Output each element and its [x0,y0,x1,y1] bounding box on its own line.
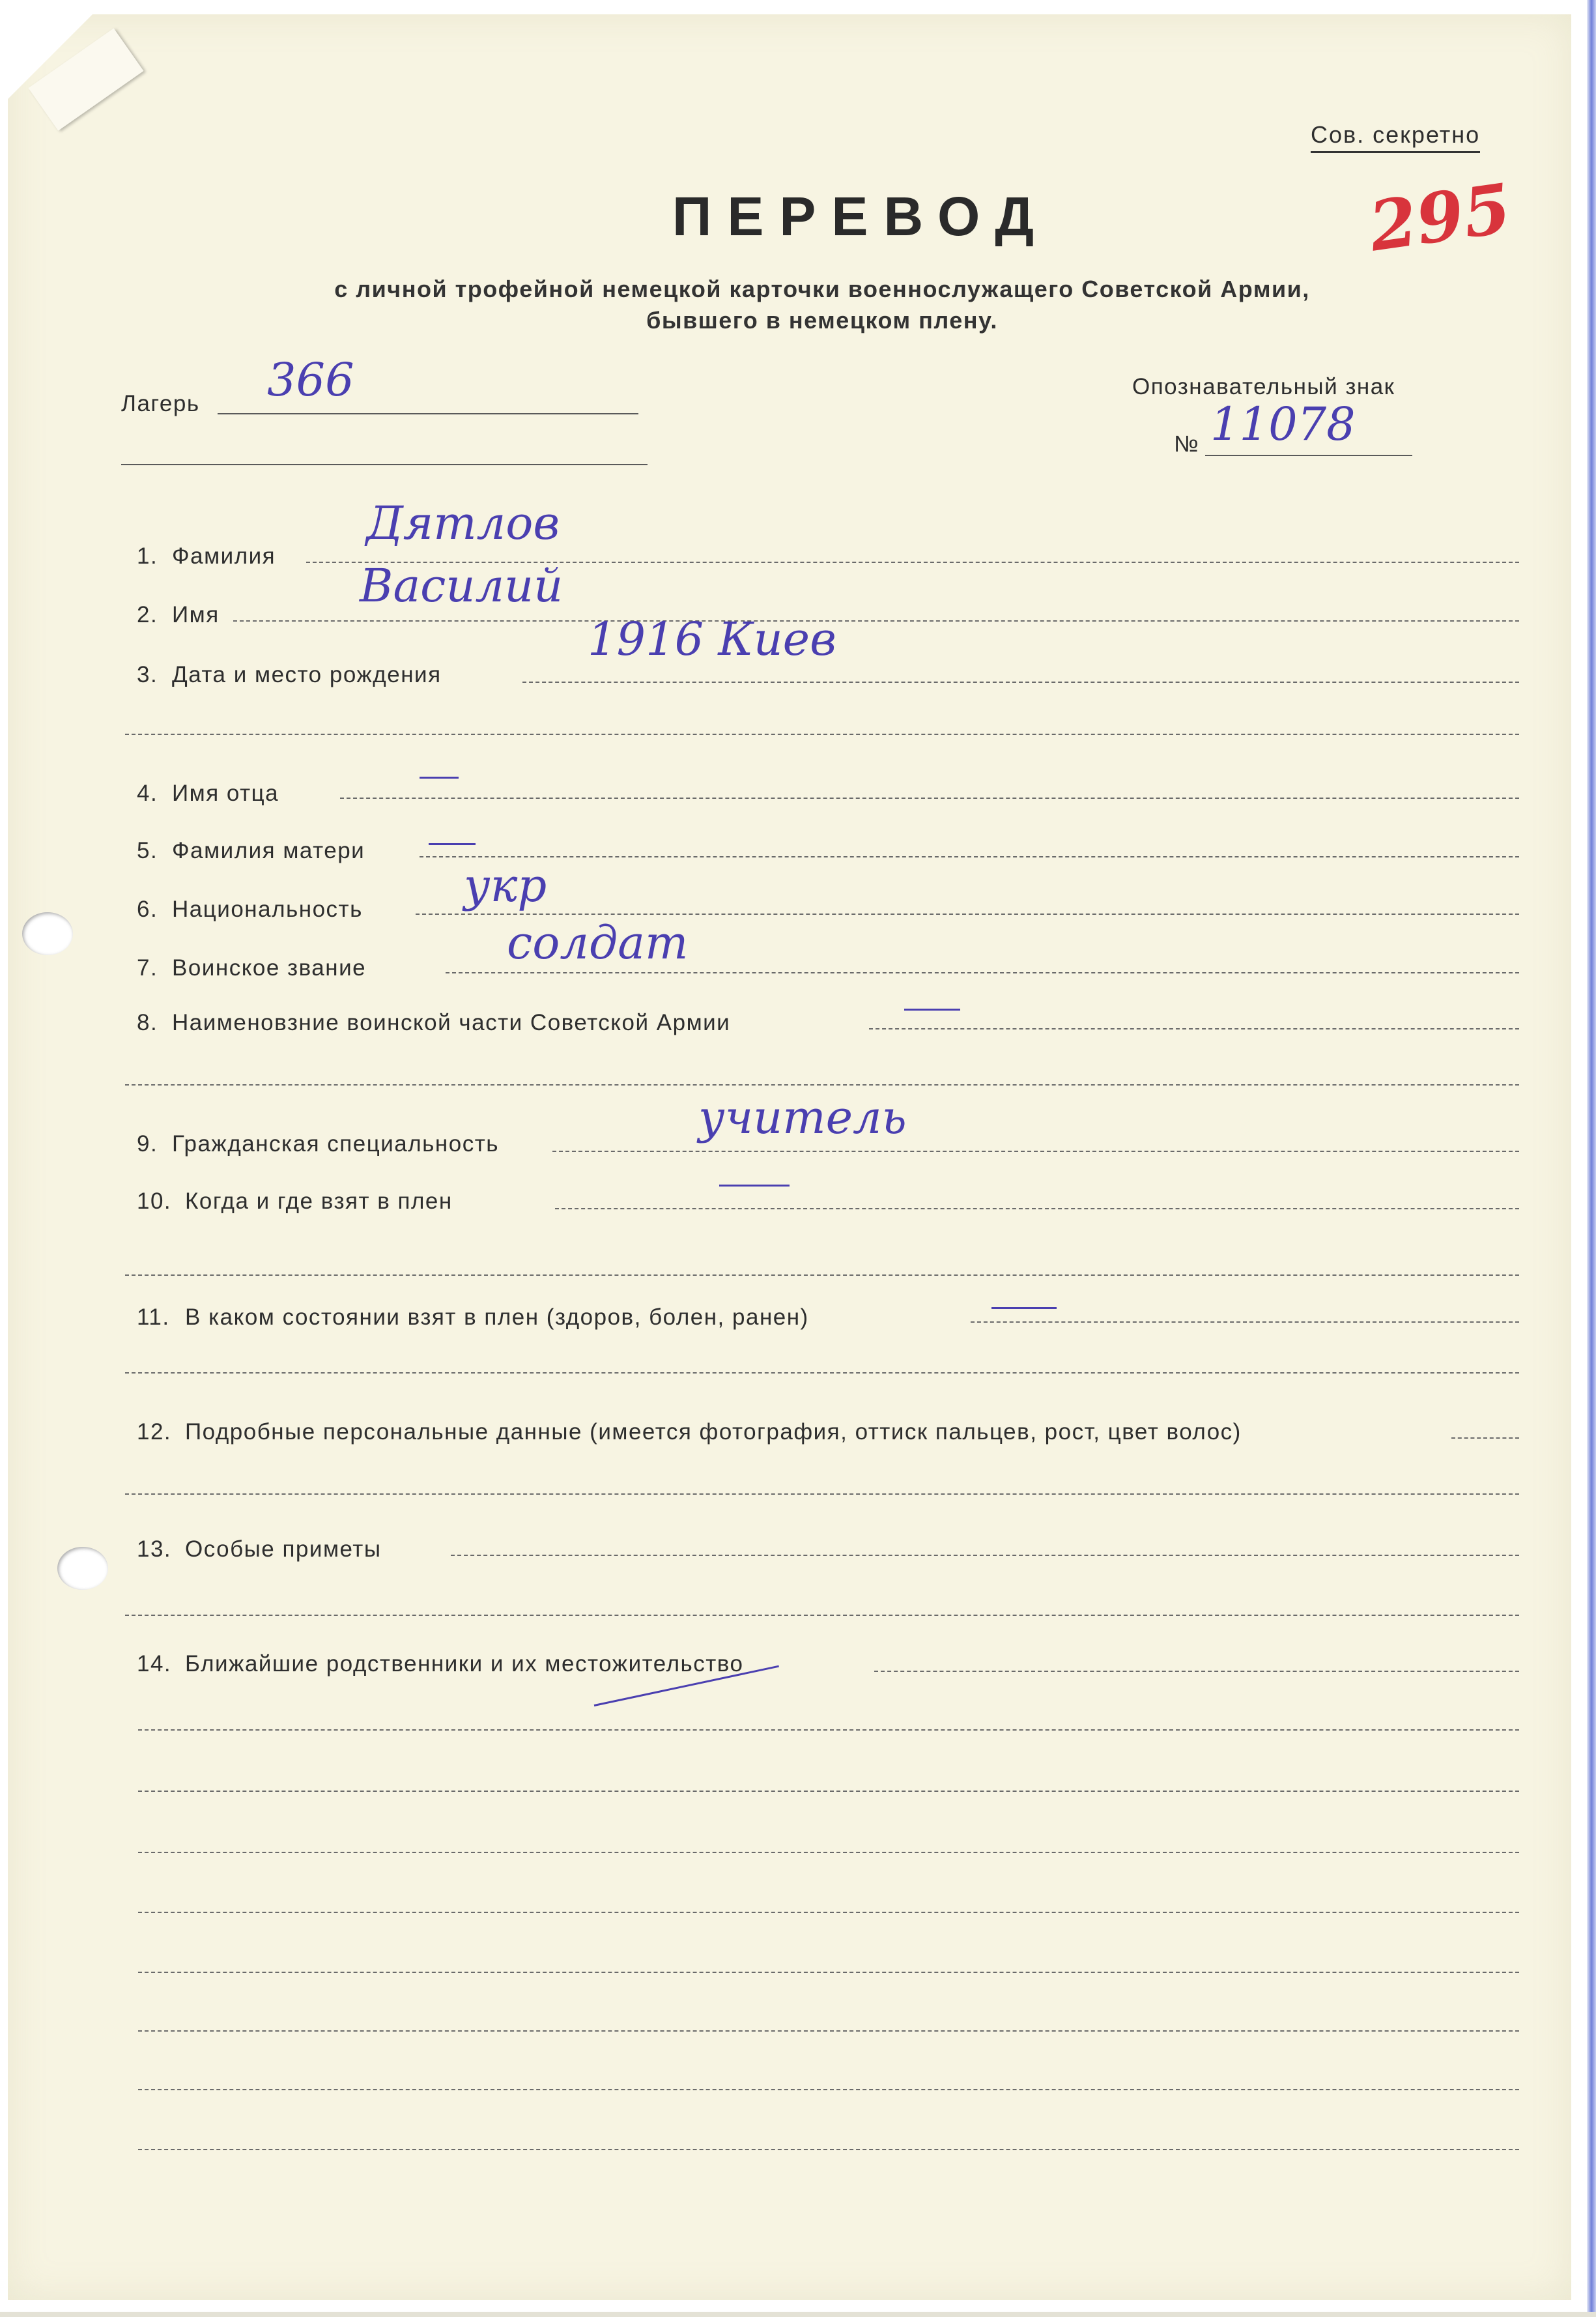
field-line-special-marks [451,1555,1519,1556]
field-label-name: Имя [172,602,220,627]
field-number-13: 13. [137,1536,172,1562]
field-label-birth: Дата и место рождения [172,662,442,687]
subtitle-line-1: с личной трофейной немецкой карточки военнослужащего Советской Армии, [334,276,1310,302]
field-number-7: 7. [137,955,158,981]
field-label-military-unit: Наименовзние воинской части Советской Армии [172,1010,731,1035]
relatives-line-3 [138,1852,1519,1853]
relatives-line-4 [138,1912,1519,1913]
field-line-rank [446,972,1519,973]
relatives-line-8 [138,2149,1519,2150]
field-line-nationality [416,914,1519,915]
field-label-civil-profession: Гражданская специальность [172,1131,499,1157]
relatives-line-5 [138,1972,1519,1973]
field-line-special-marks-2 [125,1615,1519,1616]
field-line-personal-data [1451,1437,1519,1439]
field-number-8: 8. [137,1010,158,1035]
field-number-2: 2. [137,602,158,627]
field-number-12: 12. [137,1419,172,1445]
field-line-military-unit-2 [125,1084,1519,1086]
field-label-surname: Фамилия [172,543,276,569]
field-label-condition: В каком состоянии взят в плен (здоров, болен, ранен) [185,1304,809,1330]
field-line-condition-2 [125,1372,1519,1374]
field-line-condition [971,1321,1519,1323]
field-value-civil-profession: учитель [698,1091,907,1144]
field-value-nationality: укр [464,859,547,912]
punch-hole-upper [22,912,73,955]
camp-label: Лагерь [121,391,200,416]
document-title: ПЕРЕВОД [672,186,1050,247]
relatives-line-1 [138,1729,1519,1731]
field-value-rank: солдат [507,916,689,970]
field-line-birth [522,682,1519,683]
field-label-personal-data: Подробные персональные данные (имеется фотография, оттиск пальцев, рост, цвет волос) [185,1419,1242,1445]
page-number-handwritten: 295 [1364,167,1516,267]
field-line-relatives [874,1671,1519,1672]
field-number-3: 3. [137,662,158,687]
field-label-special-marks: Особые приметы [185,1536,382,1562]
field-label-relatives: Ближайшие родственники и их местожительство [185,1651,744,1677]
document-subtitle [255,274,1389,336]
field-value-father-name [420,777,459,779]
scan-edge [1587,0,1596,2317]
field-line-birth-2 [125,734,1519,735]
relatives-line-7 [138,2089,1519,2090]
field-line-personal-data-2 [125,1493,1519,1495]
punch-hole-lower [57,1547,108,1590]
id-tag-number-sign: № [1174,431,1200,457]
field-number-9: 9. [137,1131,158,1157]
field-label-mother-surname: Фамилия матери [172,838,365,863]
document-page [8,14,1571,2300]
field-line-father-name [340,798,1519,799]
id-tag-value: 11078 [1210,397,1356,451]
field-line-name [233,620,1519,622]
field-line-mother-surname [420,856,1519,857]
field-value-condition [991,1307,1057,1309]
field-value-birth: 1916 Киев [588,612,836,666]
field-line-captured-2 [125,1274,1519,1276]
field-line-captured [555,1208,1519,1209]
field-value-military-unit [904,1009,960,1011]
id-tag-label: Опознавательный знак [1132,374,1395,399]
subtitle-line-2: бывшего в немецком плену. [646,307,998,334]
camp-line-2 [121,464,648,465]
field-line-civil-profession [552,1151,1519,1152]
field-number-5: 5. [137,838,158,863]
field-label-nationality: Национальность [172,897,363,922]
field-value-name: Василий [360,559,563,612]
secrecy-label: Сов. секретно [1311,121,1480,153]
profession-underline-mark [719,1185,790,1187]
field-value-surname: Дятлов [366,496,560,550]
field-number-14: 14. [137,1651,172,1677]
camp-line [218,413,638,414]
relatives-line-2 [138,1791,1519,1792]
field-label-captured: Когда и где взят в плен [185,1188,453,1214]
field-number-1: 1. [137,543,158,569]
field-number-4: 4. [137,781,158,806]
relatives-line-6 [138,2030,1519,2032]
field-label-father-name: Имя отца [172,781,279,806]
field-line-military-unit [869,1028,1519,1029]
field-value-mother-surname [429,843,476,845]
id-tag-line [1205,455,1412,456]
camp-value: 366 [267,353,354,407]
field-number-10: 10. [137,1188,172,1214]
field-label-rank: Воинское звание [172,955,367,981]
field-number-11: 11. [137,1304,170,1330]
scan-edge-bottom [0,2312,1596,2317]
field-number-6: 6. [137,897,158,922]
